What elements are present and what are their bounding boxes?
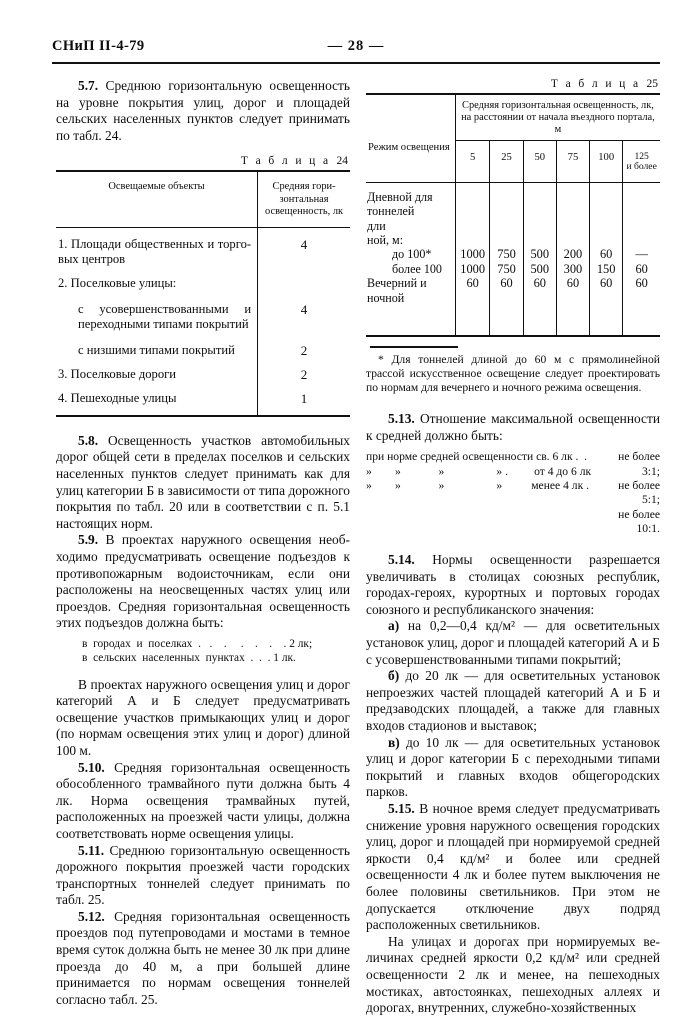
- table-25-footnote: * Для тоннелей длиной до 60 м с прямолинейной трассой искусственное освещение следует проектировать по нормам для вечернего и ночного режима освещения.: [366, 352, 660, 395]
- list-item-value: 5:1;: [641, 493, 660, 507]
- paragraph-5-9-continued: В проектах наружного освещения улиц и дорог категорий А и Б следует предусматривать освещение участков примыкающих улиц и дорог (по нормам освещения этих улиц и дорог) длиной 100 м.: [56, 676, 350, 758]
- table-25-cell: 750: [490, 247, 523, 261]
- table-25-row-label-evening-night: [366, 276, 455, 305]
- list-item: в городах и поселках . . . . . . . 2 лк;: [82, 637, 313, 650]
- table-25-cell: 750: [490, 262, 523, 276]
- table-25-cell: 500: [523, 247, 556, 261]
- table-25-cell: 60: [455, 276, 490, 305]
- table-25-cell: 60: [590, 276, 623, 305]
- list-item-qualifier: не более: [618, 507, 660, 521]
- table-25-cell: 1000: [455, 262, 490, 276]
- table-25-mode-day-line3: ной, м:: [367, 233, 404, 248]
- list-item-left: при норме средней освещенности св. 6 лк . .: [366, 450, 588, 464]
- list-item-qualifier: не более: [618, 478, 660, 492]
- table-24-cell-object: с усовершенствованными и переходными типами покрытий: [78, 301, 252, 332]
- table-25-header-distance-75: 75: [556, 140, 589, 182]
- table-24-cell-object: 1. Площади общественных и торговых центров: [58, 236, 252, 266]
- paragraph-5-10: 5.10. Средняя горизонтальная освещенность обособленного трамвайного пути должна быть 4 лк. Норма освещения трамвайных путей, расположенных на проезжей части улицы, должна соответствовать норме освещения улицы.: [56, 759, 350, 841]
- table-24-cell-object: с низшими типами покрытий: [78, 342, 235, 357]
- paragraph-5-14-c: в) до 10 лк — для осветительных установок улиц и дорог категории Б с переходными типами покрытий и главных входов общегородских парков.: [366, 734, 660, 800]
- table-25-number: 25: [646, 78, 658, 90]
- table-24-cell-value: 2: [258, 361, 350, 385]
- table-25-spacer-cell: [366, 305, 455, 336]
- paragraph-5-11: 5.11. Среднюю горизонтальную освещенность дорожного покрытия проезжей части городских транспортных тоннелей следует принимать по табл. 25.: [56, 842, 350, 908]
- paragraph-5-15: 5.15. В ночное время следует предусматривать снижение уровня наружного освещения городских улиц, дорог и площадей при нормируемой средней яркости 0,4 кд/м² и более или средней освещенности 4 лк и более путем выключения не более половины светильников. При этом не допускается отключение двух подряд расположенных светильников.: [366, 801, 660, 933]
- table-24-header-objects: Освещаемые объекты: [56, 171, 258, 227]
- table-25-header-distance-25: 25: [490, 140, 523, 182]
- table-25-cell: [556, 182, 589, 247]
- table-25: [366, 93, 660, 337]
- list-item: [366, 450, 660, 464]
- table-25-cell: 60: [590, 247, 623, 261]
- table-24-caption-label: Т а б л и ц а: [240, 155, 331, 168]
- table-25-spacer-cell: [523, 305, 556, 336]
- paragraph-5-8: 5.8. Освещенность участков автомобильных дорог общей сети в пределах поселков и сельских населенных пунктов следует принимать как для улиц категории Б в зависимости от типа дорожного покрытия по табл. 20 или в соответствии с п. 5.1 настоящих норм.: [56, 432, 350, 531]
- table-25-row-label-line2: ночной: [367, 290, 405, 305]
- table-row: [56, 385, 350, 415]
- table-row: [56, 270, 350, 294]
- list-item-left: » » » » . от 4 до 6 лк: [366, 464, 592, 478]
- table-25-spacer-cell: [455, 305, 490, 336]
- table-25-cell: 60: [623, 276, 660, 305]
- list-5-13: [366, 450, 660, 493]
- table-25-spacer-cell: [623, 305, 660, 336]
- table-24-cell-value: 4: [258, 227, 350, 270]
- table-25-cell: [490, 182, 523, 247]
- table-row: [366, 182, 660, 247]
- table-25-caption: [366, 78, 660, 90]
- paragraph-5-14-a: а) на 0,2—0,4 кд/м² — для осветительных установок улиц, дорог и площадей категорий А и Б с усовершенствованными типами покрытий;: [366, 618, 660, 667]
- right-column: [366, 78, 660, 1017]
- table-25-cell: —: [623, 247, 660, 261]
- table-24-cell-value: 1: [258, 385, 350, 415]
- table-25-mode-day-line2: тоннелей дли: [367, 204, 415, 233]
- list-5-9: [56, 638, 350, 666]
- table-25-header-distance-span: Средняя горизонтальная освещенность, лк, на расстоянии от начала въездного портала, м: [455, 94, 660, 140]
- paragraph-5-12: 5.12. Средняя горизонтальная освещенность проездов под путепроводами и мостами в темное время суток должна быть не менее 30 лк при длине проезда до 40 м, а при большей длине принимается по нормам освещения тоннелей согласно табл. 25.: [56, 908, 350, 1007]
- table-24-cell-object: 4. Пешеходные улицы: [56, 385, 258, 415]
- paragraph-5-9: 5.9. В проектах наружного освещения необходимо предусматривать освещение подъездов к противопожарным водоисточникам, если они расположены на неосвещенных частях улиц или проездов. Средняя горизонтальная освещенность этих подъездов должна быть:: [56, 532, 350, 631]
- table-25-cell: [623, 182, 660, 247]
- table-25-cell: 60: [490, 276, 523, 305]
- table-25-cell: [590, 182, 623, 247]
- table-25-cell: 60: [523, 276, 556, 305]
- table-25-header-distance-125-line2: и более: [626, 161, 657, 173]
- table-25-spacer-cell: [490, 305, 523, 336]
- table-25-spacer-cell: [590, 305, 623, 336]
- table-25-header-mode: Режим освещения: [366, 94, 455, 182]
- table-24-cell-value: 4: [258, 295, 350, 336]
- table-25-header-distance-125-plus: [623, 140, 660, 182]
- paragraph-5-14: 5.14. Нормы освещенности разрешается увеличивать в столицах союзных республик, городах-героях, курортных и портовых городах союзного и республиканского значения:: [366, 552, 660, 617]
- table-25-caption-label: Т а б л и ц а: [550, 78, 641, 90]
- header-divider: [52, 62, 660, 64]
- table-25-row-label-over100: более 100: [392, 261, 442, 276]
- table-25-cell: 60: [623, 262, 660, 276]
- table-25-header-distance-100: 100: [590, 140, 623, 182]
- table-25-cell: 300: [556, 262, 589, 276]
- paragraph-5-14-b: б) до 20 лк — для осветительных установок непроезжих частей площадей категорий А и Б и предзаводских площадей, а также для главных входов стадионов и выставок;: [366, 668, 660, 734]
- table-row: [56, 227, 350, 270]
- list-item: [366, 479, 660, 493]
- paragraph-5-13: 5.13. Отношение максимальной освещенности к средней должно быть:: [366, 411, 660, 443]
- table-24-cell-value: 2: [258, 336, 350, 361]
- table-24-header-illuminance: Средняя горизонтальная освещенность, лк: [258, 171, 350, 227]
- table-24-caption: [56, 155, 350, 167]
- running-head-standard-code: СНиП II-4-79: [52, 38, 145, 54]
- table-row: [366, 276, 660, 305]
- table-25-bottom-row: [366, 305, 660, 336]
- table-25-header-distance-50: 50: [523, 140, 556, 182]
- table-24-cell-object: 2. Поселковые улицы:: [58, 276, 177, 291]
- table-25-mode-day-label: [366, 182, 455, 247]
- table-row: [56, 336, 350, 361]
- table-24-number: 24: [336, 155, 348, 168]
- table-row: [366, 247, 660, 261]
- running-head: [52, 38, 660, 60]
- left-column: [56, 78, 350, 1008]
- table-25-header-distance-5: 5: [455, 140, 490, 182]
- list-item-left: » » » » менее 4 лк .: [366, 479, 589, 493]
- table-25-header-distance-125-line1: 125: [634, 150, 649, 162]
- table-25-cell: 150: [590, 262, 623, 276]
- table-25-row-label-upto100: до 100*: [392, 247, 432, 262]
- footnote-divider: [370, 346, 458, 348]
- list-item-value: 3:1;: [641, 464, 660, 478]
- paragraph-5-7: 5.7. Среднюю горизонтальную освещенность на уровне покрытия улиц, дорог и площадей сельских населенных пунктов следует принимать по табл. 24.: [56, 78, 350, 143]
- table-row: [366, 262, 660, 276]
- list-item: [366, 465, 660, 479]
- page-number: — 28 —: [327, 38, 385, 54]
- table-25-cell: 500: [523, 262, 556, 276]
- table-25-spacer-cell: [556, 305, 589, 336]
- list-item: в сельских населенных пунктах . . . 1 лк.: [82, 651, 296, 664]
- table-24-cell-value: [258, 270, 350, 294]
- table-25-mode-day-line1: Дневной для: [367, 189, 433, 204]
- table-25-cell: [523, 182, 556, 247]
- table-25-row-label-line1: Вечерний и: [367, 276, 427, 291]
- table-25-cell: [455, 182, 490, 247]
- table-row: [56, 361, 350, 385]
- table-25-cell: 60: [556, 276, 589, 305]
- table-25-header-row-1: [366, 94, 660, 140]
- table-24-header-row: [56, 171, 350, 227]
- list-item-qualifier: не более: [618, 450, 660, 464]
- table-24-cell-object: 3. Поселковые дороги: [58, 367, 177, 382]
- table-24: [56, 170, 350, 416]
- paragraph-5-15-continued: На улицах и дорогах при нормируемых величинах средней яркости 0,2 кд/м² или средней освещенности 2 лк и менее, на пешеходных мостиках, автостоянках, пешеходных аллеях и дорогах, внутренних, служебно-хозяйственных: [366, 933, 660, 1016]
- table-row: [56, 295, 350, 336]
- table-25-cell: 1000: [455, 247, 490, 261]
- table-25-cell: 200: [556, 247, 589, 261]
- list-item-value: 10:1.: [636, 521, 660, 535]
